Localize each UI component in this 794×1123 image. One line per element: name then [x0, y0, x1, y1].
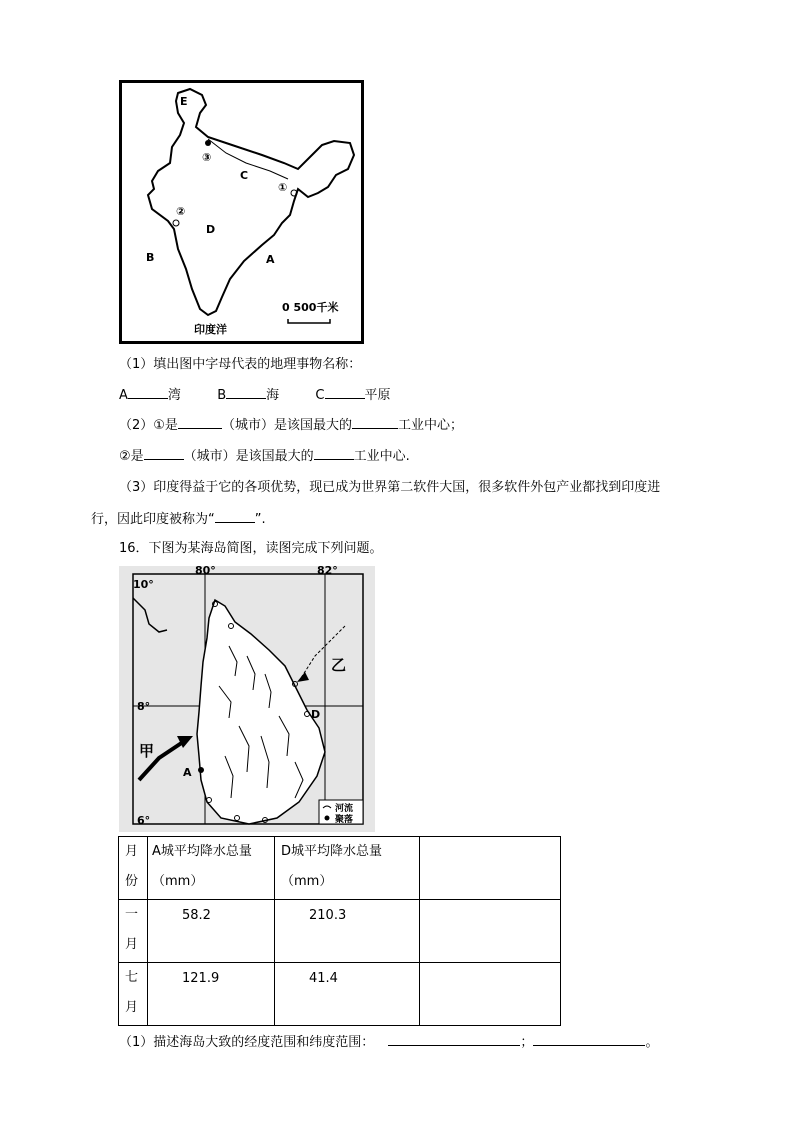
header-a: A城平均降水总量（mm） — [152, 844, 252, 889]
label-A-city: A — [183, 766, 192, 779]
q2-l2-a: ②是 — [119, 449, 144, 464]
blank-b[interactable] — [226, 385, 266, 399]
label-jia: 甲 — [139, 742, 155, 760]
lat-10: 10° — [133, 578, 154, 591]
q2-l1-b: （城市）是该国最大的 — [221, 418, 352, 433]
blank-industry-1[interactable] — [352, 415, 398, 429]
label-1: ① — [278, 181, 288, 194]
lon-80: 80° — [195, 566, 216, 577]
blank-a-suffix: 湾 — [167, 388, 181, 403]
india-map-graphic — [122, 83, 361, 341]
q16-q1-sep: ； — [520, 1035, 534, 1050]
blank-longitude[interactable] — [388, 1032, 520, 1046]
label-D-city: D — [311, 708, 321, 721]
table-row — [119, 900, 561, 963]
lat-6: 6° — [137, 814, 151, 827]
q2-l2-c: 工业中心. — [353, 449, 410, 464]
label-C: C — [240, 169, 249, 182]
blank-a-prefix: A — [119, 388, 128, 403]
label-B: B — [146, 251, 155, 264]
island-map — [119, 566, 375, 832]
q16-q1-end: 。 — [645, 1035, 659, 1050]
island-map-graphic — [119, 566, 375, 832]
q16-title: 16．下图为某海岛简图，读图完成下列问题。 — [119, 541, 383, 556]
precipitation-table — [118, 836, 561, 1026]
q15-part2-line2 — [119, 446, 410, 466]
q16-part1 — [119, 1032, 658, 1052]
q15-part3-line2 — [91, 509, 266, 529]
blank-city-1[interactable] — [178, 415, 222, 429]
q2-l2-b: （城市）是该国最大的 — [183, 449, 314, 464]
header-d: D城平均降水总量（mm） — [281, 844, 383, 889]
row-month: 一月 — [125, 907, 139, 952]
row-a-value: 58.2 — [182, 908, 211, 923]
india-map — [119, 80, 364, 344]
q2-l1-c: 工业中心； — [397, 418, 463, 433]
q3-l2-b: ”. — [254, 512, 266, 527]
blank-a[interactable] — [128, 385, 168, 399]
row-d-value: 41.4 — [309, 971, 338, 986]
scale-bar — [288, 319, 330, 323]
row-d-value: 210.3 — [309, 908, 347, 923]
legend-river: 河流 — [335, 804, 354, 814]
q15-part1-blanks — [119, 385, 391, 405]
blank-c-suffix: 平原 — [364, 388, 391, 403]
label-E: E — [180, 95, 188, 108]
q15-part2-line1 — [119, 415, 463, 435]
lon-82: 82° — [317, 566, 338, 577]
ocean-label: 印度洋 — [194, 323, 227, 336]
q3-l2-a: 行，因此印度被称为“ — [91, 512, 215, 527]
q16-q1-prompt: （1）描述海岛大致的经度范围和纬度范围： — [119, 1035, 375, 1050]
row-month: 七月 — [125, 970, 139, 1015]
row-a-value: 121.9 — [182, 971, 220, 986]
blank-c[interactable] — [325, 385, 365, 399]
label-D: D — [206, 223, 216, 236]
blank-city-2[interactable] — [144, 446, 184, 460]
table-header-row — [119, 837, 561, 900]
q15-part1-prompt: （1）填出图中字母代表的地理事物名称： — [119, 357, 362, 372]
blank-latitude[interactable] — [533, 1032, 645, 1046]
blank-nickname[interactable] — [215, 509, 255, 523]
blank-b-suffix: 海 — [266, 388, 280, 403]
scale-label: 0 500千米 — [282, 301, 339, 314]
q2-l1-a: （2）①是 — [119, 418, 178, 433]
header-month: 月份 — [125, 844, 139, 889]
india-outline — [148, 89, 354, 315]
label-A: A — [266, 253, 275, 266]
legend-settlement: 聚落 — [335, 815, 354, 825]
label-3: ③ — [202, 151, 212, 164]
blank-c-prefix: C — [315, 388, 325, 403]
blank-industry-2[interactable] — [314, 446, 354, 460]
table-row — [119, 963, 561, 1026]
q15-part3-line1: （3）印度得益于它的各项优势，现已成为世界第二软件大国，很多软件外包产业都找到印度进 — [119, 480, 661, 495]
label-yi: 乙 — [331, 656, 347, 674]
lat-8: 8° — [137, 700, 151, 713]
blank-b-prefix: B — [217, 388, 227, 403]
label-2: ② — [176, 205, 186, 218]
